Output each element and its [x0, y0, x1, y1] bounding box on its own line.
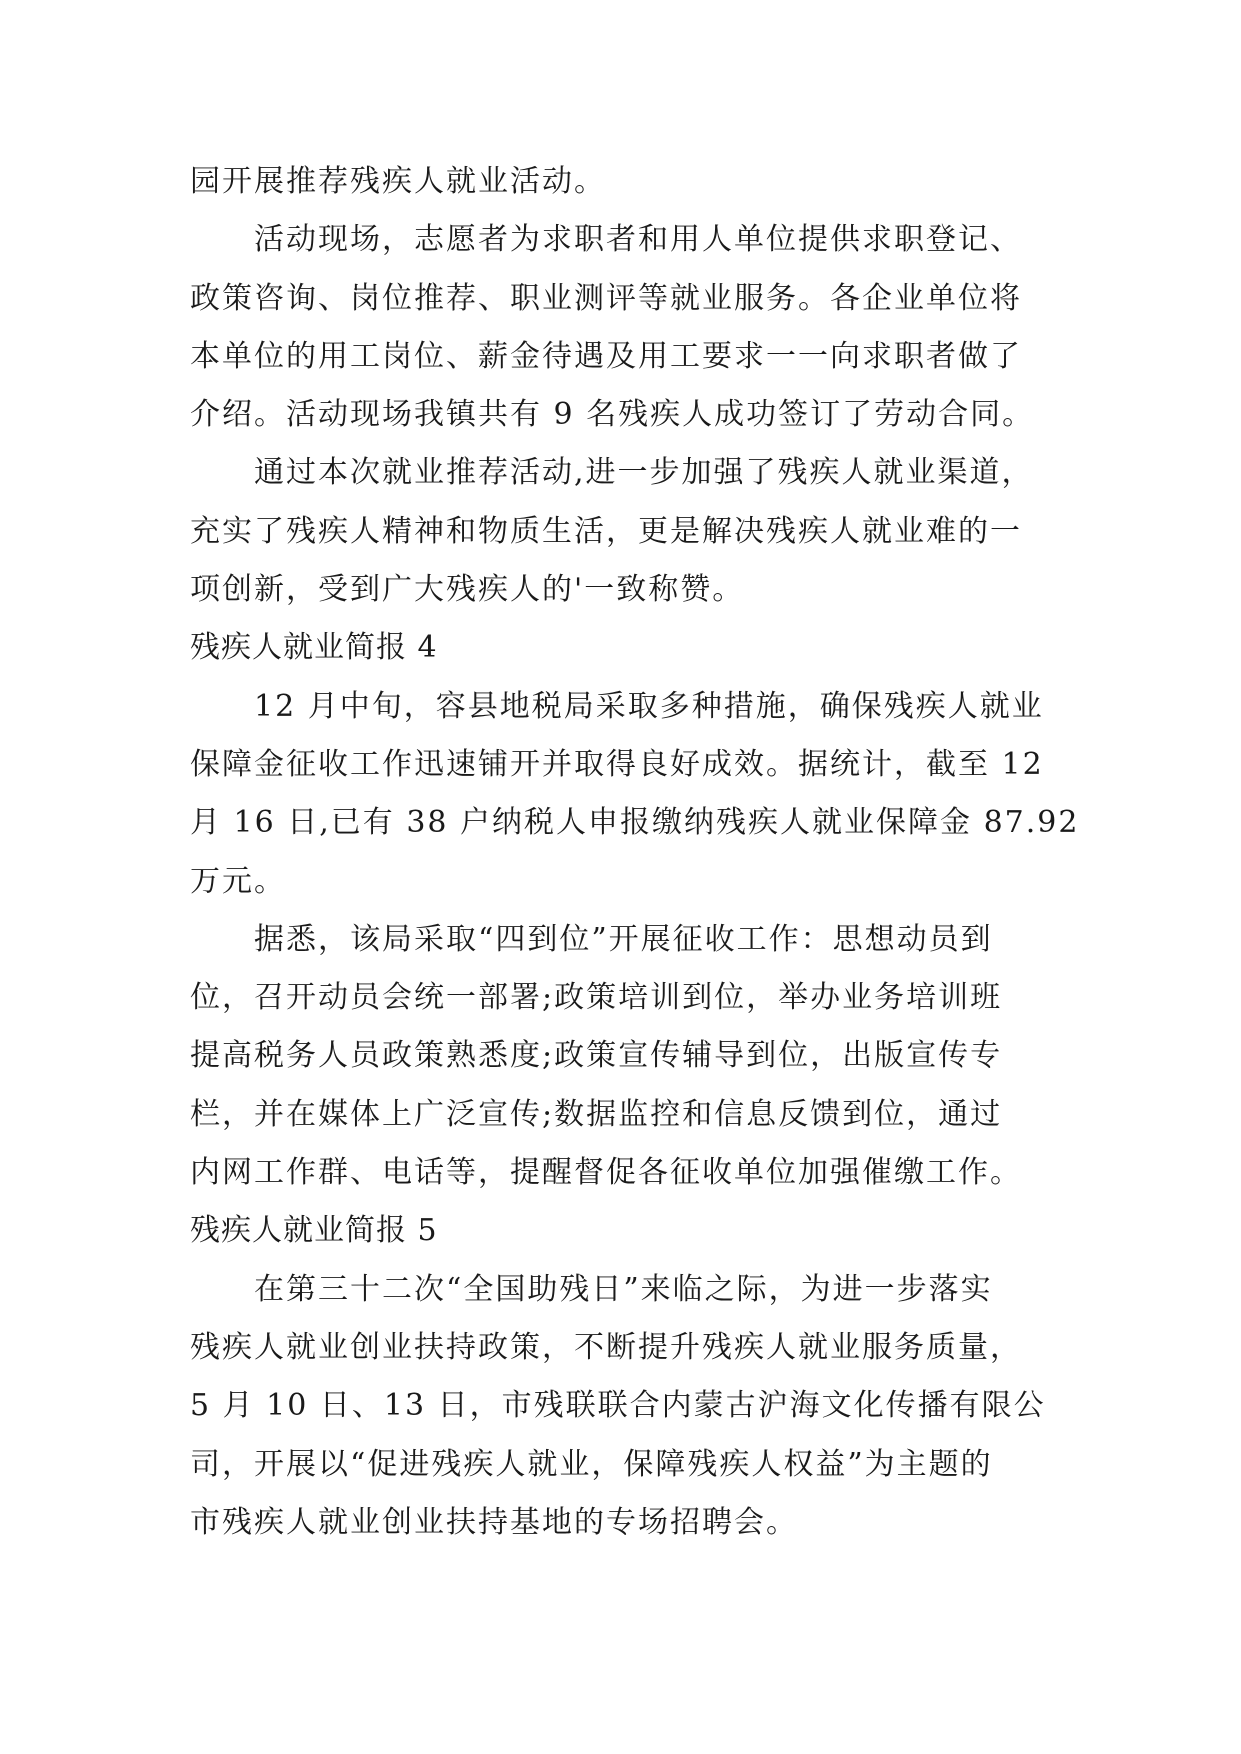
paragraph-start-line: 活动现场，志愿者为求职者和用人单位提供求职登记、: [254, 222, 1022, 258]
text-line: 栏，并在媒体上广泛宣传;数据监控和信息反馈到位，通过: [190, 1096, 1003, 1132]
text-line: 万元。: [190, 863, 286, 899]
text-line: 介绍。活动现场我镇共有 9 名残疾人成功签订了劳动合同。: [190, 397, 1035, 433]
text-line: 残疾人就业创业扶持政策，不断提升残疾人就业服务质量，: [190, 1329, 1022, 1365]
text-line: 项创新，受到广大残疾人的'一致称赞。: [190, 572, 745, 608]
text-line: 位，召开动员会统一部署;政策培训到位，举办业务培训班: [190, 980, 1003, 1016]
text-line: 司，开展以“促进残疾人就业，保障残疾人权益”为主题的: [190, 1446, 993, 1482]
paragraph-start-line: 据悉，该局采取“四到位”开展征收工作：思想动员到: [254, 921, 993, 957]
text-line: 5 月 10 日、13 日，市残联联合内蒙古沪海文化传播有限公: [190, 1388, 1046, 1424]
text-line: 政策咨询、岗位推荐、职业测评等就业服务。各企业单位将: [190, 280, 1022, 316]
paragraph-start-line: 在第三十二次“全国助残日”来临之际，为进一步落实: [254, 1271, 993, 1307]
text-line: 园开展推荐残疾人就业活动。: [190, 164, 606, 199]
text-line: 月 16 日,已有 38 户纳税人申报缴纳残疾人就业保障金 87.92: [190, 805, 1080, 841]
document-body: [190, 153, 1080, 1552]
section-heading: 残疾人就业简报 5: [190, 1213, 438, 1249]
paragraph-start-line: 通过本次就业推荐活动,进一步加强了残疾人就业渠道，: [254, 455, 1034, 491]
text-line: 保障金征收工作迅速铺开并取得良好成效。据统计，截至 12: [190, 746, 1044, 782]
text-line: 内网工作群、电话等，提醒督促各征收单位加强催缴工作。: [190, 1155, 1022, 1191]
paragraph-start-line: 12 月中旬，容县地税局采取多种措施，确保残疾人就业: [254, 688, 1044, 724]
text-line: 充实了残疾人精神和物质生活，更是解决残疾人就业难的一: [190, 513, 1022, 549]
text-line: 提高税务人员政策熟悉度;政策宣传辅导到位，出版宣传专: [190, 1038, 1003, 1074]
section-heading: 残疾人就业简报 4: [190, 630, 438, 666]
text-line: 本单位的用工岗位、薪金待遇及用工要求一一向求职者做了: [190, 338, 1022, 374]
text-line: 市残疾人就业创业扶持基地的专场招聘会。: [190, 1504, 798, 1540]
